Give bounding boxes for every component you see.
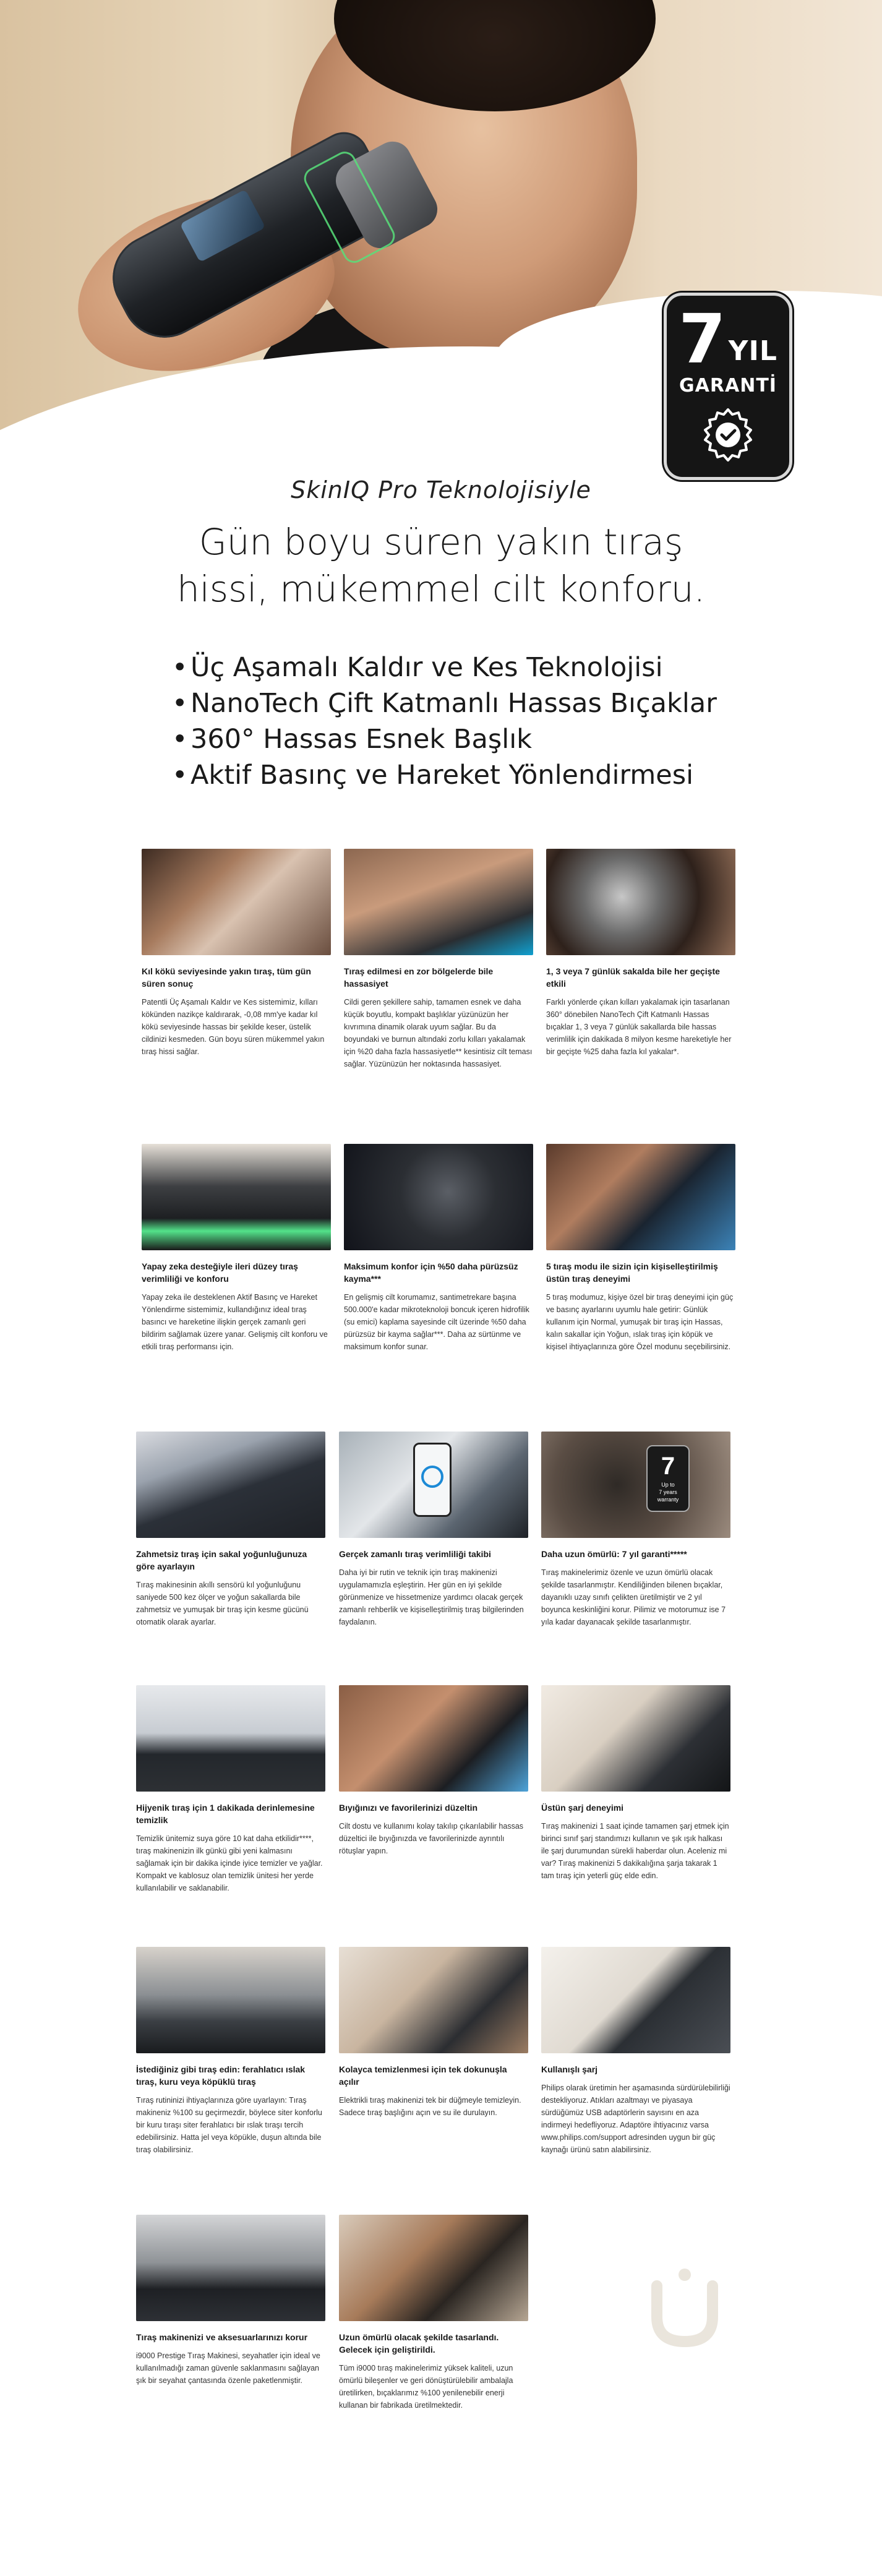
progress-ring-icon [421, 1466, 443, 1488]
card-title: Tıraş makinenizi ve aksesuarlarınızı korur [136, 2332, 308, 2342]
card-title: Gerçek zamanlı tıraş verimliliği takibi [339, 1549, 491, 1559]
card-title: Kıl kökü seviyesinde yakın tıraş, tüm gün süren sonuç [142, 966, 311, 989]
card-text: Cildi geren şekillere sahip, tamamen esnek ve daha küçük boyutlu, kompakt başlıklar yüzünüzün her kıvrımına dinamik olarak uyum sağlar. Bu da boyundaki ve burnun altındaki zorlu kılları yakalamak için %20 daha fazla hassasiyetle** kesintisiz cilt teması sağlar. Yüzünüzün her noktasında hassasiyet. [344, 998, 533, 1068]
feature-card [136, 1947, 325, 2156]
card-text: Tıraş makinenizi 1 saat içinde tamamen şarj etmek için birinci sınıf şarj standımızı kullanın ve şık ışık halkası ile şarj durumundan sürekli haberdar olun. Aceleniz mi var? Tıraş makinenizi 5 dakikalığına şarja takarak 1 tam tıraş için yeterli güç elde edin. [541, 1822, 729, 1880]
card-title: Uzun ömürlü olacak şekilde tasarlandı. Gelecek için geliştirildi. [339, 2332, 499, 2355]
feature-card [344, 849, 533, 1070]
card-title: 5 tıraş modu ile sizin için kişiselleştirilmiş üstün tıraş deneyimi [546, 1261, 718, 1284]
feature-card [339, 2215, 528, 2411]
usb-charging-image [541, 1947, 730, 2053]
beard-density-image [136, 1432, 325, 1538]
feature-card [541, 1432, 730, 1628]
feature-card [546, 849, 735, 1058]
card-title: Bıyığınızı ve favorilerinizi düzeltin [339, 1803, 478, 1813]
shaver-on-face-image [344, 849, 533, 955]
feature-card [541, 1947, 730, 2156]
card-text: Yapay zeka ile desteklenen Aktif Basınç ve Hareket Yönlendirme sistemimiz, kullandığınız ideal tıraş basıncı ve hareketine ilişkin gerçek zamanlı geri bildirim sağlamak üzere yanar. Gelişmiş cilt konforu ve etkili tıraş performansı için. [142, 1293, 328, 1351]
warranty-unit: YIL [728, 335, 777, 367]
card-text: Farklı yönlerde çıkan kılları yakalamak için tasarlanan 360° dönebilen NanoTech Çift Katmanlı Hassas bıçaklar 1, 3 veya 7 günlük sakallarda bile hassas verimlilik için dakikada 8 milyon kesme hareketiyle her bir geçişte %25 daha fazla kıl yakalar*. [546, 998, 732, 1056]
warranty-box-text: warranty [657, 1496, 679, 1503]
card-title: Kolayca temizlenmesi için tek dokunuşla açılır [339, 2064, 507, 2087]
card-text: Elektrikli tıraş makinenizi tek bir düğmeyle temizleyin. Sadece tıraş başlığını açın ve su ile durulayın. [339, 2096, 521, 2117]
feature-item: • 360° Hassas Esnek Başlık [172, 721, 717, 757]
card-text: Tıraş makinesinin akıllı sensörü kıl yoğunluğunu saniyede 500 kez ölçer ve yoğun sakallarda bile zahmetsiz ve yumuşak bir tıraş için kesme gücünü otomatik olarak ayarlar. [136, 1581, 309, 1626]
shaving-heads-image [344, 1144, 533, 1250]
wet-shave-image [136, 1947, 325, 2053]
card-title: İstediğiniz gibi tıraş edin: ferahlatıcı ıslak tıraş, kuru veya köpüklü tıraş [136, 2064, 306, 2087]
warranty-box [646, 1445, 690, 1512]
technology-title: SkinIQ Pro Teknolojisiyle [291, 476, 591, 504]
card-text: Tüm i9000 tıraş makinelerimiz yüksek kaliteli, uzun ömürlü bileşenler ve geri dönüştürülebilir ambalajla üretilirken, bıçaklarımız %100 yenilenebilir enerji kullanan bir fabrikada üretilmektedir. [339, 2364, 513, 2410]
feature-item: • Üç Aşamalı Kaldır ve Kes Teknolojisi [172, 650, 717, 685]
check-seal-icon [700, 407, 756, 463]
headline-line: Gün boyu süren yakın tıraş [199, 521, 683, 563]
card-text: Tıraş makinelerimiz özenle ve uzun ömürlü olacak şekilde tasarlanmıştır. Kendiliğinden bilenen bıçaklar, dayanıklı uzay sınıfı çelikten üretilmiştir ve 2 yıl boyunca keskinliğini korur. Pilimiz ve motorumuz ise 7 yıla kadar dayanacak şekilde tasarlanmıştır. [541, 1568, 726, 1626]
card-text: Daha iyi bir rutin ve teknik için tıraş makinenizi uygulamamızla eşleştirin. Her gün en iyi şekilde görünmenize ve hissetmenize yardımcı olacak gerçek zamanlı rehberlik ve kişiselleştirilmiş tıraş bilgilerinden faydalanın. [339, 1568, 524, 1626]
card-title: Tıraş edilmesi en zor bölgelerde bile hassasiyet [344, 966, 494, 989]
pressure-guidance-image [142, 1144, 331, 1250]
card-title: Yapay zeka desteğiyle ileri düzey tıraş verimliliği ve konforu [142, 1261, 298, 1284]
card-text: Tıraş rutininizi ihtiyaçlarınıza göre uyarlayın: Tıraş makineniz %100 su geçirmezdir, böylece siter konforlu bir kuru tıraşı siter ferahlatıcı bir ıslak tıraşı tercih edebilirsiniz. Hatta jel veya köpükle, duşun altında bile tıraş olabilirsiniz. [136, 2096, 322, 2154]
warranty-badge [664, 293, 792, 480]
rinse-clean-image [339, 1947, 528, 2053]
feature-card [136, 1685, 325, 1894]
travel-case-image [136, 2215, 325, 2321]
feature-card [142, 849, 331, 1058]
warranty-box-text: 7 years [659, 1489, 677, 1495]
feature-list [172, 650, 717, 793]
card-text: 5 tıraş modumuz, kişiye özel bir tıraş deneyimi için güç ve basınç ayarlarını uyumlu hale getirir: Günlük kullanım için Normal, yumuşak bir tıraş için Hassas, kalın sakallar için Yoğun, ıslak tıraş için köpük ve kişisel ihtiyaçlarınıza göre Özel modunu seçebilirsiniz. [546, 1293, 734, 1351]
warranty-label: GARANTİ [679, 375, 777, 397]
card-title: Zahmetsiz tıraş için sakal yoğunluğunuza göre ayarlayın [136, 1549, 307, 1571]
feature-card [344, 1144, 533, 1353]
headline-line: hissi, mükemmel cilt konforu. [177, 568, 705, 610]
card-title: 1, 3 veya 7 günlük sakalda bile her geçişte etkili [546, 966, 720, 989]
card-title: Maksimum konfor için %50 daha pürüzsüz kayma*** [344, 1261, 518, 1284]
shaving-modes-image [546, 1144, 735, 1250]
cleaning-station-image [136, 1685, 325, 1792]
trimmer-image [339, 1685, 528, 1792]
card-title: Kullanışlı şarj [541, 2064, 598, 2074]
feature-card [339, 1432, 528, 1628]
feature-card [136, 1432, 325, 1628]
feature-card [142, 1144, 331, 1353]
feature-card [339, 1685, 528, 1857]
blade-head-image [546, 849, 735, 955]
feature-card [546, 1144, 735, 1353]
warranty-image [541, 1432, 730, 1538]
hair-cutting-image [142, 849, 331, 955]
philips-u-logo-icon [640, 2261, 730, 2351]
card-text: Philips olarak üretimin her aşamasında sürdürülebilirliği destekliyoruz. Atıkları azaltmayı ve piyasaya sürdüğümüz USB adaptörlerin sayısını en aza indirmeyi hedefliyoruz. Adaptöre ihtiyacınız varsa www.philips.com/support adresinden uygun bir güç kaynağı ürünü satın alabilirsiniz. [541, 2084, 730, 2154]
card-text: Cilt dostu ve kullanımı kolay takılıp çıkarılabilir hassas düzeltici ile bıyığınızda ve favorilerinizde ayrıntılı rötuşlar yapın. [339, 1822, 524, 1855]
app-tracking-image [339, 1432, 528, 1538]
card-text: i9000 Prestige Tıraş Makinesi, seyahatler için ideal ve kullanılmadığı zaman güvenle saklanmasını sağlayan şık bir seyahat çantasında özenle paketlenmiştir. [136, 2351, 320, 2385]
card-text: Patentli Üç Aşamalı Kaldır ve Kes sistemimiz, kılları kökünden nazikçe kaldırarak, -0,08 mm'ye kadar kıl kökü seviyesinde hassas bir şekilde keser, üstelik cildinizi kesmeden. Gün boyu süren mükemmel yakın tıraş hissi sağlar. [142, 998, 325, 1056]
card-text: En gelişmiş cilt korumamız, santimetrekare başına 500.000'e kadar mikroteknoloji boncuk içeren hidrofilik (su emici) kaplama sayesinde cilt üzerinde %50 daha pürüzsüz bir kayma sağlar***. Daha az sürtünme ve maksimum konfor sunar. [344, 1293, 529, 1351]
feature-card [136, 2215, 325, 2387]
warranty-box-number: 7 [661, 1453, 675, 1480]
feature-item: • Aktif Basınç ve Hareket Yönlendirmesi [172, 757, 717, 793]
feature-card [339, 1947, 528, 2119]
card-title: Daha uzun ömürlü: 7 yıl garanti***** [541, 1549, 687, 1559]
phone-icon [413, 1443, 452, 1517]
man-shaving-mirror-image [339, 2215, 528, 2321]
card-text: Temizlik ünitemiz suya göre 10 kat daha etkilidir****, tıraş makinenizin ilk günkü gibi yeni kalmasını sağlamak için bir dakika içinde iyice temizler ve yağlar. Kompakt ve kablosuz olan temizlik ünitesi her yerde kullanılabilir ve saklanabilir. [136, 1834, 323, 1892]
page-headline [0, 518, 882, 612]
warranty-years: 7 [679, 299, 726, 379]
feature-item: • NanoTech Çift Katmanlı Hassas Bıçaklar [172, 685, 717, 721]
card-title: Hijyenik tıraş için 1 dakikada derinlemesine temizlik [136, 1803, 315, 1825]
charging-stand-image [541, 1685, 730, 1792]
warranty-box-text: Up to [661, 1482, 675, 1488]
card-title: Üstün şarj deneyimi [541, 1803, 624, 1813]
feature-card [541, 1685, 730, 1882]
